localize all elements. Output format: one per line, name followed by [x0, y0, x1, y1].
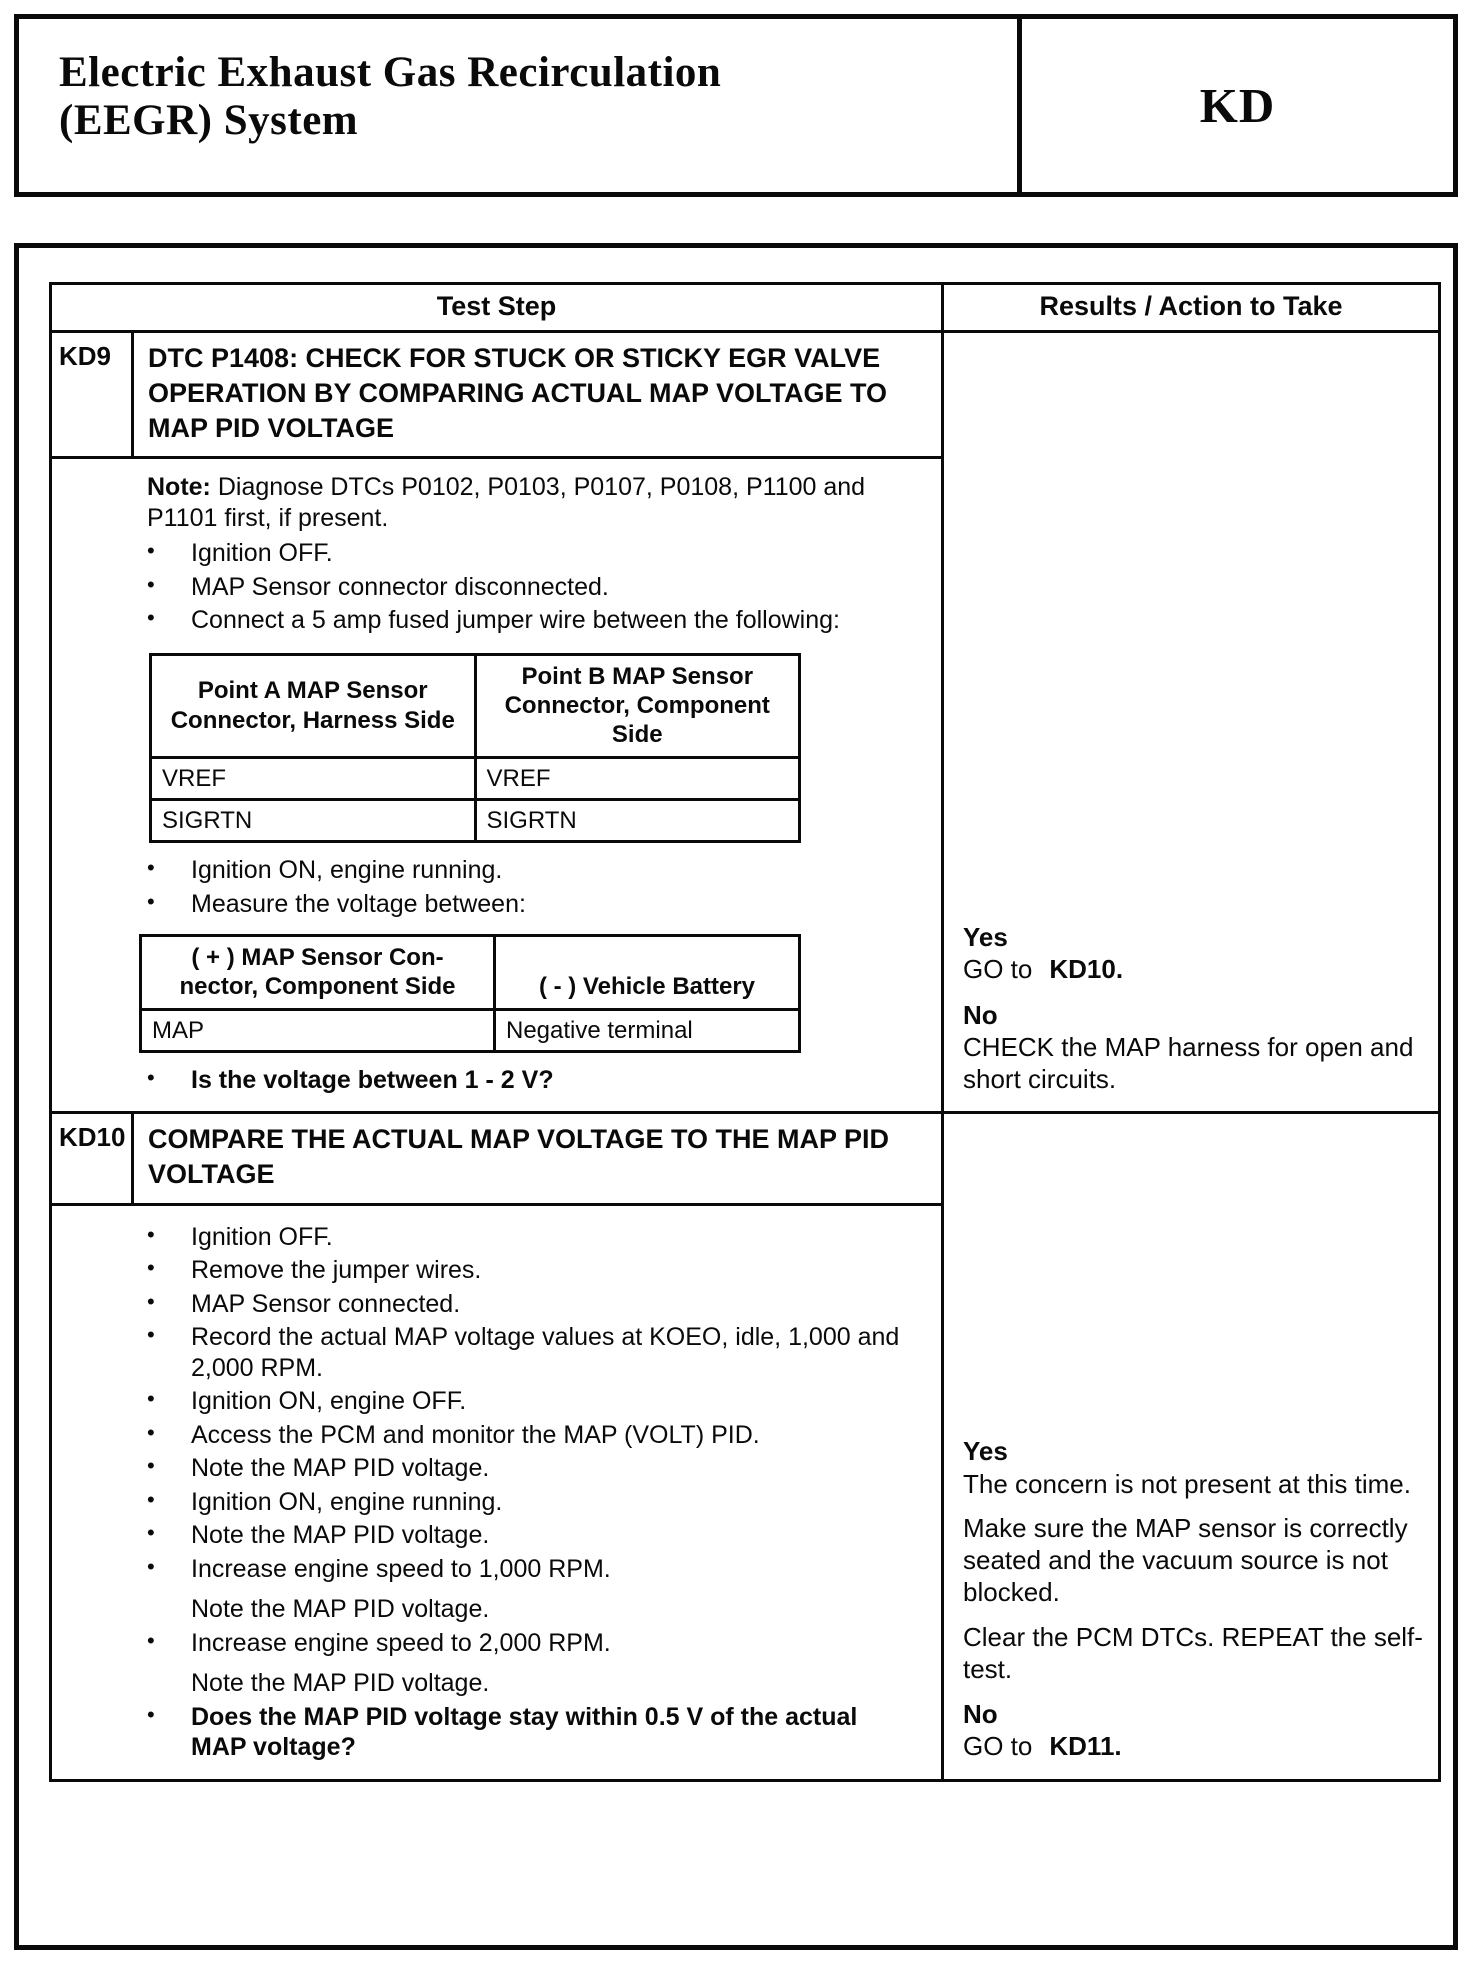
bullet-icon: • [147, 888, 155, 914]
list-item-text: Connect a 5 amp fused jumper wire between the following: [191, 606, 840, 635]
kd10-title-row [52, 1114, 941, 1205]
list-item-text: Ignition OFF. [191, 1222, 333, 1251]
header-title-cell [19, 19, 1022, 192]
jumper-wire-table [149, 653, 801, 843]
kd9-question-text: Is the voltage between 1 - 2 V? [191, 1065, 554, 1094]
list-item [147, 572, 919, 603]
jumper-table-header-b: Point B MAP Sensor Connector, Component Side [475, 654, 800, 757]
list-item [147, 605, 919, 636]
bullet-icon: • [147, 855, 155, 881]
measure-table-header-a [141, 936, 495, 1010]
list-item-continuation [147, 1594, 919, 1625]
section-code: KD [1199, 78, 1276, 133]
header-code-cell [1022, 19, 1453, 192]
measure-table-header-a-line1: ( + ) MAP Sensor Con- [191, 944, 444, 972]
kd9-yes-label: Yes [963, 922, 1008, 953]
kd10-yes-label: Yes [963, 1436, 1008, 1467]
kd9-step-title: DTC P1408: CHECK FOR STUCK OR STICKY EGR VALVE OPERATION BY COMPARING ACTUAL MAP VOLTAGE TO MAP PID VOLTAGE [148, 342, 888, 444]
kd9-no-label: No [963, 999, 998, 1030]
list-item [147, 1628, 919, 1659]
bullet-icon: • [147, 1419, 155, 1445]
pinpoint-test-frame [14, 243, 1458, 1950]
kd10-results-cell [944, 1114, 1438, 1778]
list-item [147, 1322, 919, 1383]
bullet-icon: • [147, 1486, 155, 1512]
bullet-icon: • [147, 1701, 155, 1727]
list-item-text: Ignition ON, engine running. [191, 1487, 503, 1516]
kd10-yes-line: Make sure the MAP sensor is correctly seated and the vacuum source is not blocked. [963, 1512, 1408, 1608]
list-item [147, 1453, 919, 1484]
bullet-icon: • [147, 571, 155, 597]
column-header-results: Results / Action to Take [1039, 291, 1343, 321]
list-item-continuation [147, 1668, 919, 1699]
table-row [141, 936, 800, 1010]
list-item [147, 1222, 919, 1253]
kd10-yes-line: Clear the PCM DTCs. REPEAT the self-test. [963, 1621, 1423, 1684]
bullet-icon: • [147, 1322, 155, 1348]
list-item-text: Ignition ON, engine running. [191, 856, 503, 885]
bullet-icon: • [147, 538, 155, 564]
kd10-step-id: KD10 [52, 1114, 134, 1202]
page-title-line1: Electric Exhaust Gas Recirculation [59, 49, 722, 96]
kd9-results-cell [944, 333, 1438, 1111]
list-item [147, 1520, 919, 1551]
list-item [147, 889, 919, 920]
list-item [147, 1289, 919, 1320]
list-item-text: Note the MAP PID voltage. [191, 1521, 490, 1550]
list-item [147, 1554, 919, 1585]
column-header-test-step: Test Step [52, 285, 944, 330]
kd10-no-action [963, 1730, 1424, 1762]
bullet-icon: • [147, 1255, 155, 1281]
list-item [147, 538, 919, 569]
list-item [147, 855, 919, 886]
list-item-text: Ignition ON, engine OFF. [191, 1387, 467, 1416]
kd10-question-text: Does the MAP PID voltage stay within 0.5 V of the actual MAP voltage? [191, 1702, 858, 1762]
list-item-text: Note the MAP PID voltage. [191, 1595, 490, 1624]
table-header-row [52, 285, 1438, 333]
list-item-text: Note the MAP PID voltage. [191, 1454, 490, 1483]
bullet-icon: • [147, 1627, 155, 1653]
list-item [147, 1386, 919, 1417]
kd9-test-step-cell [52, 333, 944, 1111]
kd10-yes-line: The concern is not present at this time. [963, 1468, 1411, 1499]
jumper-table-cell: SIGRTN [475, 799, 800, 841]
table-row [141, 1009, 800, 1051]
list-item [147, 1255, 919, 1286]
measure-table-cell: MAP [141, 1009, 495, 1051]
kd9-yes-action-prefix: GO to [963, 954, 1033, 985]
bullet-icon: • [147, 1386, 155, 1412]
list-item-text: Ignition OFF. [191, 539, 333, 568]
kd10-no-label: No [963, 1699, 998, 1730]
jumper-table-cell: VREF [475, 757, 800, 799]
jumper-table-header-a: Point A MAP Sensor Connector, Harness Side [151, 654, 476, 757]
list-item-text: Record the actual MAP voltage values at KOEO, idle, 1,000 and 2,000 RPM. [191, 1323, 900, 1382]
list-item-text: Remove the jumper wires. [191, 1256, 482, 1285]
test-step-row-kd9 [52, 333, 1438, 1111]
measure-table-cell: Negative terminal [495, 1009, 800, 1051]
table-row [151, 654, 800, 757]
kd9-question [147, 1065, 919, 1096]
list-item-text: Note the MAP PID voltage. [191, 1669, 490, 1698]
table-row [151, 757, 800, 799]
list-item [147, 1420, 919, 1451]
kd10-no-action-prefix: GO to [963, 1731, 1033, 1762]
list-item-text: MAP Sensor connector disconnected. [191, 572, 609, 601]
bullet-icon: • [147, 1064, 155, 1090]
kd10-no-action-target: KD11. [1049, 1731, 1122, 1762]
kd9-step-id: KD9 [52, 333, 134, 456]
list-item-text: MAP Sensor connected. [191, 1289, 461, 1318]
kd9-yes-action-target: KD10. [1049, 954, 1124, 985]
page-title-line2: (EEGR) System [59, 97, 359, 145]
bullet-icon: • [147, 1520, 155, 1546]
document-header [14, 14, 1458, 197]
bullet-icon: • [147, 605, 155, 631]
list-item-text: Measure the voltage between: [191, 889, 526, 918]
measure-table-header-a-line2: nector, Component Side [179, 973, 456, 1001]
jumper-table-cell: SIGRTN [151, 799, 476, 841]
kd9-instructions [52, 459, 941, 1111]
page-title [59, 49, 997, 145]
list-item-text: Increase engine speed to 1,000 RPM. [191, 1554, 611, 1583]
test-step-row-kd10 [52, 1111, 1438, 1778]
kd9-no-action: CHECK the MAP harness for open and short circuits. [963, 1031, 1414, 1095]
bullet-icon: • [147, 1288, 155, 1314]
jumper-table-cell: VREF [151, 757, 476, 799]
kd9-note-text: Diagnose DTCs P0102, P0103, P0107, P0108, P1100 and P1101 first, if present. [147, 473, 866, 532]
table-row [151, 799, 800, 841]
kd9-note-label: Note: [147, 473, 211, 502]
test-steps-table [49, 282, 1441, 1782]
measure-table-header-b: ( - ) Vehicle Battery [495, 936, 800, 1010]
kd10-test-step-cell [52, 1114, 944, 1778]
list-item-text: Increase engine speed to 2,000 RPM. [191, 1628, 611, 1657]
voltage-measure-table [139, 934, 801, 1053]
kd9-title-row [52, 333, 941, 459]
list-item-text: Access the PCM and monitor the MAP (VOLT) PID. [191, 1420, 760, 1449]
bullet-icon: • [147, 1221, 155, 1247]
bullet-icon: • [147, 1553, 155, 1579]
kd10-instructions [52, 1206, 941, 1779]
kd9-note [147, 472, 919, 533]
list-item [147, 1487, 919, 1518]
kd9-yes-action [963, 953, 1424, 985]
bullet-icon: • [147, 1453, 155, 1479]
kd10-question [147, 1702, 919, 1763]
kd10-step-title: COMPARE THE ACTUAL MAP VOLTAGE TO THE MAP PID VOLTAGE [148, 1124, 890, 1190]
